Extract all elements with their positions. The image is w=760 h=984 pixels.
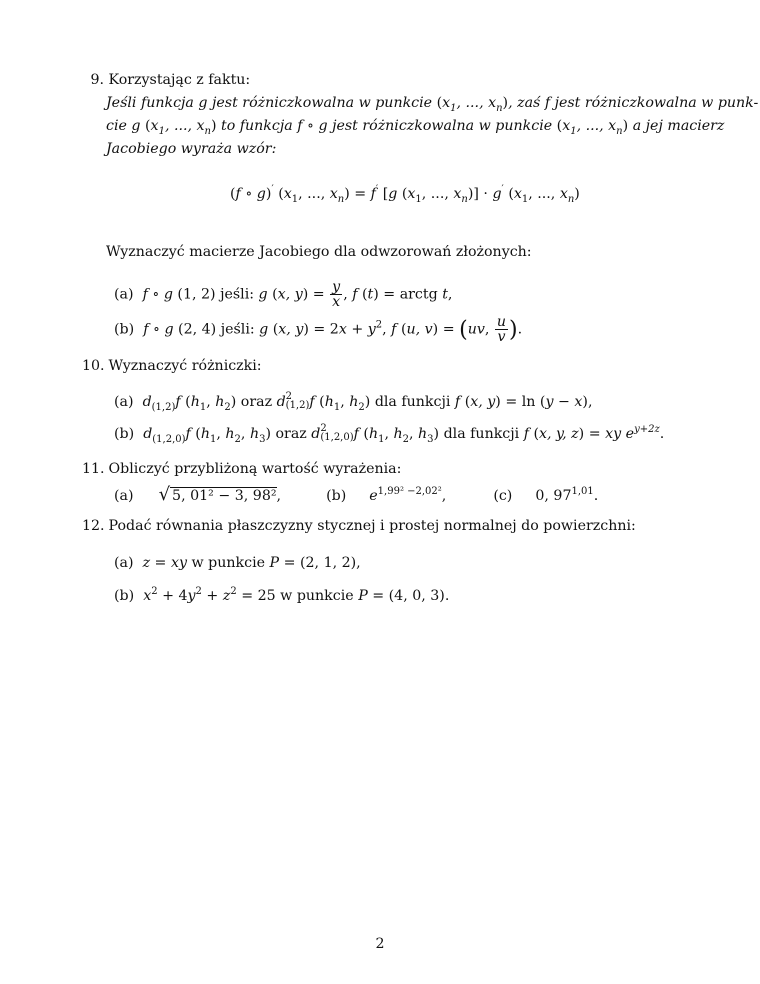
fact-line-1: Jeśli funkcja g jest różniczkowalna w punkcie ($x_1$, ..., $x_n$), zaś f jest różniczkowalna w punk- (106, 95, 759, 114)
p12-item-a: (a) z = xy w punkcie P = (2, 1, 2), (114, 555, 361, 571)
p9-item-b: (b) f ∘ g (2, 4) jeśli: g (x, $y) = 2x + y^2$, f (u, v) = (uv, $\frac{u}{v}$ ). (114, 314, 523, 345)
problem-intro: Podać równania płaszczyzny stycznej i prostej normalnej do powierzchni: (108, 518, 636, 534)
point-value: = (4, 0, 3). (372, 588, 450, 604)
problem-number: 10. (82, 358, 105, 374)
item-label: (b) (114, 321, 135, 338)
arctg-function: arctg (399, 286, 438, 303)
base-value: 0, 97 (535, 488, 572, 504)
ln-function: ln (521, 394, 536, 410)
fact-text: to funkcja (221, 118, 293, 134)
problem-intro: Wyznaczyć różniczki: (108, 358, 262, 374)
item-label: (a) (114, 555, 134, 571)
problem-number: 11. (82, 461, 105, 477)
fact-text: jest różniczkowalna w punkcie (332, 118, 553, 134)
page-number: 2 (375, 936, 385, 952)
p9-task: Wyznaczyć macierze Jacobiego dla odwzorowań złożonych: (106, 244, 532, 260)
problem-11-header (82, 459, 401, 479)
problem-9-header (82, 70, 250, 90)
item-text: oraz (240, 394, 273, 410)
item-text: jeśli: (220, 286, 255, 303)
item-text: dla funkcji (374, 394, 451, 410)
item-label: (c) (493, 488, 513, 504)
problem-12-header (82, 516, 636, 536)
fact-text: a jej macierz (632, 118, 725, 134)
item-label: (a) (114, 286, 134, 303)
p11-items: (a) √ 5, 01² − 3, 98², (b) $e^{1,99^2 -2,02^2}$, (c) 0, 97$^{1,01}$. (114, 484, 599, 505)
fact-line-3: Jacobiego wyraża wzór: (106, 141, 277, 157)
item-text: jeśli: (220, 321, 255, 338)
fact-line-2: cie g ($x_1$, ..., $x_n$) to funkcja f ∘ g jest różniczkowalna w punkcie ($x_1$, ..., $x_n$) a jej macierz (106, 118, 725, 137)
item-label: (b) (114, 426, 135, 442)
jacobi-formula: (f ∘ g)′ ($x_1$, ..., $x_n) = f'$ [g ($x_1$, ..., $x_n)] \cdot g'$ ($x_1$, ..., $x_n$) (230, 184, 580, 205)
sqrt-expression: 5, 01² − 3, 98² (172, 488, 277, 504)
problem-number: 12. (82, 518, 105, 534)
item-label: (a) (114, 488, 134, 504)
fraction: $\frac{y}{x}$ (332, 279, 341, 310)
fact-text: , zaś (508, 95, 541, 111)
fact-text: Jeśli funkcja (106, 95, 194, 111)
fact-text: jest różniczkowalna w punkcie (212, 95, 433, 111)
p12-item-b: (b) $x^2 + 4y^2 + z^2 = 25$ w punkcie P = (4, 0, 3). (114, 586, 450, 604)
item-text: oraz (275, 426, 307, 442)
p10-item-b: (b) $d_{(1,2,0)}f$ ($h_1$, $h_2$, $h_3$) oraz d 2 (1,2,0) f ($h_1$, $h_2$, $h_3$) dla funkcji f (x, y, z) = xy $e^{y+2z}$. (114, 423, 665, 445)
problem-intro: Korzystając z faktu: (108, 72, 251, 88)
exponent: 1,99² −2,02² (377, 486, 442, 497)
fraction: $\frac{u}{v}$ (496, 314, 507, 345)
item-label: (b) (326, 488, 347, 504)
p10-item-a: (a) $d_{(1,2)}f$ ($h_1$, $h_2$) oraz d 2 (1,2) f ($h_1$, $h_2$) dla funkcji f (x, y) = ln (y − x), (114, 391, 593, 413)
item-label: (a) (114, 394, 134, 410)
item-text: dla funkcji (443, 426, 520, 442)
item-text: w punkcie (280, 588, 354, 604)
fact-text: jest różniczkowalna w punk- (554, 95, 759, 111)
item-label: (b) (114, 588, 135, 604)
fact-text: cie (106, 118, 127, 134)
exponent: 1,01 (571, 486, 594, 497)
problem-number: 9. (90, 72, 104, 88)
item-text: w punkcie (191, 555, 266, 571)
problem-10-header (82, 356, 262, 376)
problem-intro: Obliczyć przybliżoną wartość wyrażenia: (108, 461, 402, 477)
p9-item-a: (a) f ∘ g (1, 2) jeśli: g (x, y) = $\frac{y}{x}$ , f (t) = arctg t, (114, 279, 453, 310)
point-value: = (2, 1, 2), (283, 555, 361, 571)
